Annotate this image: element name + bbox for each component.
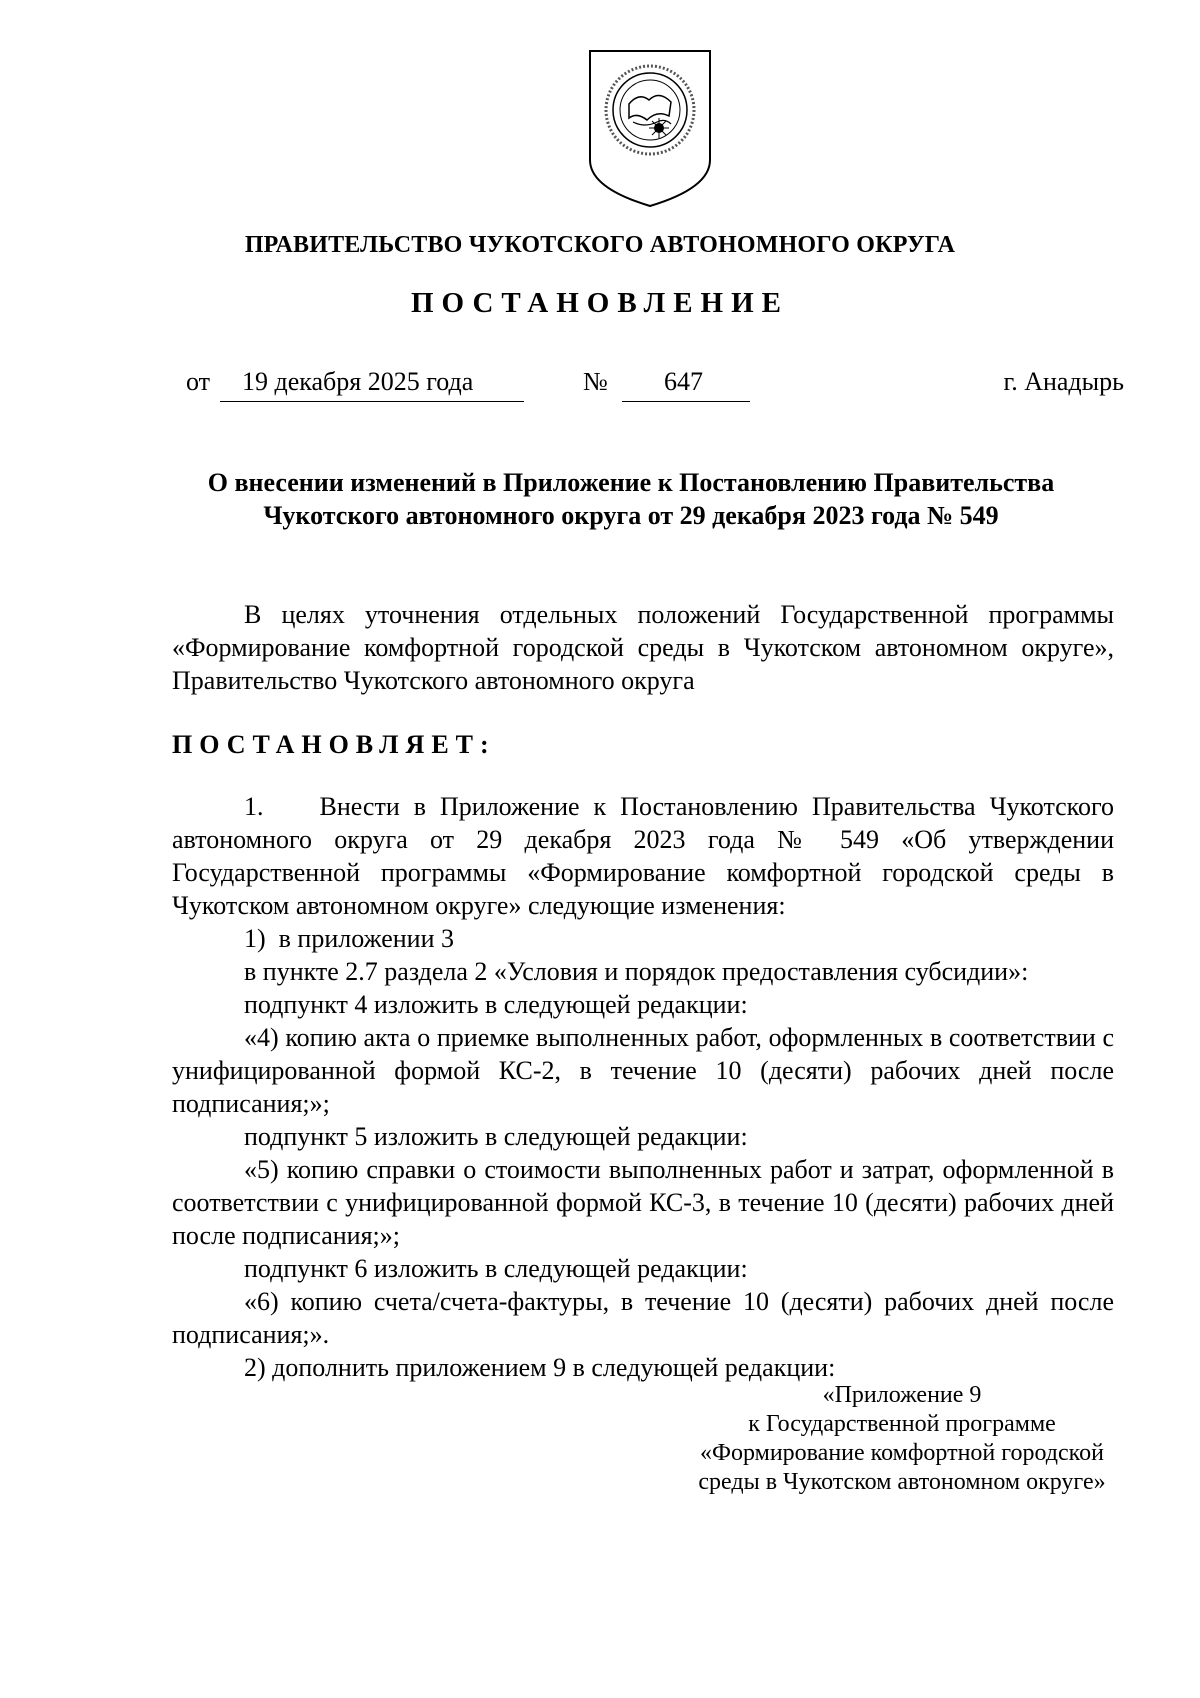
preamble-block (172, 598, 1114, 697)
document-body (172, 790, 1114, 1384)
paragraph-text: подпункт 6 изложить в следующей редакции: (244, 1254, 748, 1283)
number-sign: № (583, 367, 608, 396)
document-type: ПОСТАНОВЛЕНИЕ (410, 287, 789, 319)
paragraph-item-2: 2) дополнить приложением 9 в следующей редакции: (244, 1353, 836, 1382)
paragraph-text: «6) копию счета/счета-фактуры, в течение 10 (десяти) рабочих дней после подписания;». (172, 1287, 1114, 1349)
decree-word: ПОСТАНОВЛЯЕТ: (172, 730, 496, 759)
document-subject (150, 466, 1112, 532)
document-number: 647 (664, 367, 703, 396)
city: г. Анадырь (1003, 367, 1124, 396)
date-underline (220, 401, 524, 402)
paragraph-text: в пункте 2.7 раздела 2 «Условия и порядок предоставления субсидии»: (244, 957, 1029, 986)
subject-line: О внесении изменений в Приложение к Постановлению Правительства (207, 468, 1055, 497)
paragraph-text: «5) копию справки о стоимости выполненных работ и затрат, оформленной в соответствии с унифицированной формой КС-3, в течение 10 (десяти) рабочих дней после подписания;»; (172, 1155, 1114, 1250)
appendix-reference (689, 1381, 1115, 1497)
paragraph-text: «4) копию акта о приемке выполненных работ, оформленных в соответствии с унифицированной формой КС-2, в течение 10 (десяти) рабочих дней после подписания;»; (172, 1023, 1114, 1118)
number-underline (622, 401, 750, 402)
appendix-line: среды в Чукотском автономном округе» (698, 1469, 1106, 1495)
paragraph-text: подпункт 4 изложить в следующей редакции: (244, 990, 748, 1019)
document-date: 19 декабря 2025 года (242, 367, 474, 396)
government-title: ПРАВИТЕЛЬСТВО ЧУКОТСКОГО АВТОНОМНОГО ОКРУГА (244, 232, 956, 258)
subject-line: Чукотского автономного округа от 29 декабря 2023 года № 549 (263, 501, 999, 530)
appendix-line: к Государственной программе (748, 1411, 1056, 1437)
paragraph-text: подпункт 5 изложить в следующей редакции: (244, 1122, 748, 1151)
paragraph-subitem: 1) в приложении 3 (244, 924, 454, 953)
paragraph-item-1: 1. Внести в Приложение к Постановлению Правительства Чукотского автономного округа от 29 декабря 2023 года № 549 «Об утверждении Государственной программы «Формирование комфортной городской среды в Чукотском автономном округе» следующие изменения: (172, 792, 1114, 920)
preamble: В целях уточнения отдельных положений Государственной программы «Формирование комфортной городской среды в Чукотском автономном округе», Правительство Чукотского автономного округа (172, 600, 1114, 695)
appendix-line: «Формирование комфортной городской (700, 1440, 1104, 1466)
appendix-line: «Приложение 9 (822, 1382, 982, 1408)
document-meta (0, 367, 1200, 407)
chukotka-coat-of-arms-icon (587, 48, 713, 210)
date-prefix: от (186, 367, 211, 396)
